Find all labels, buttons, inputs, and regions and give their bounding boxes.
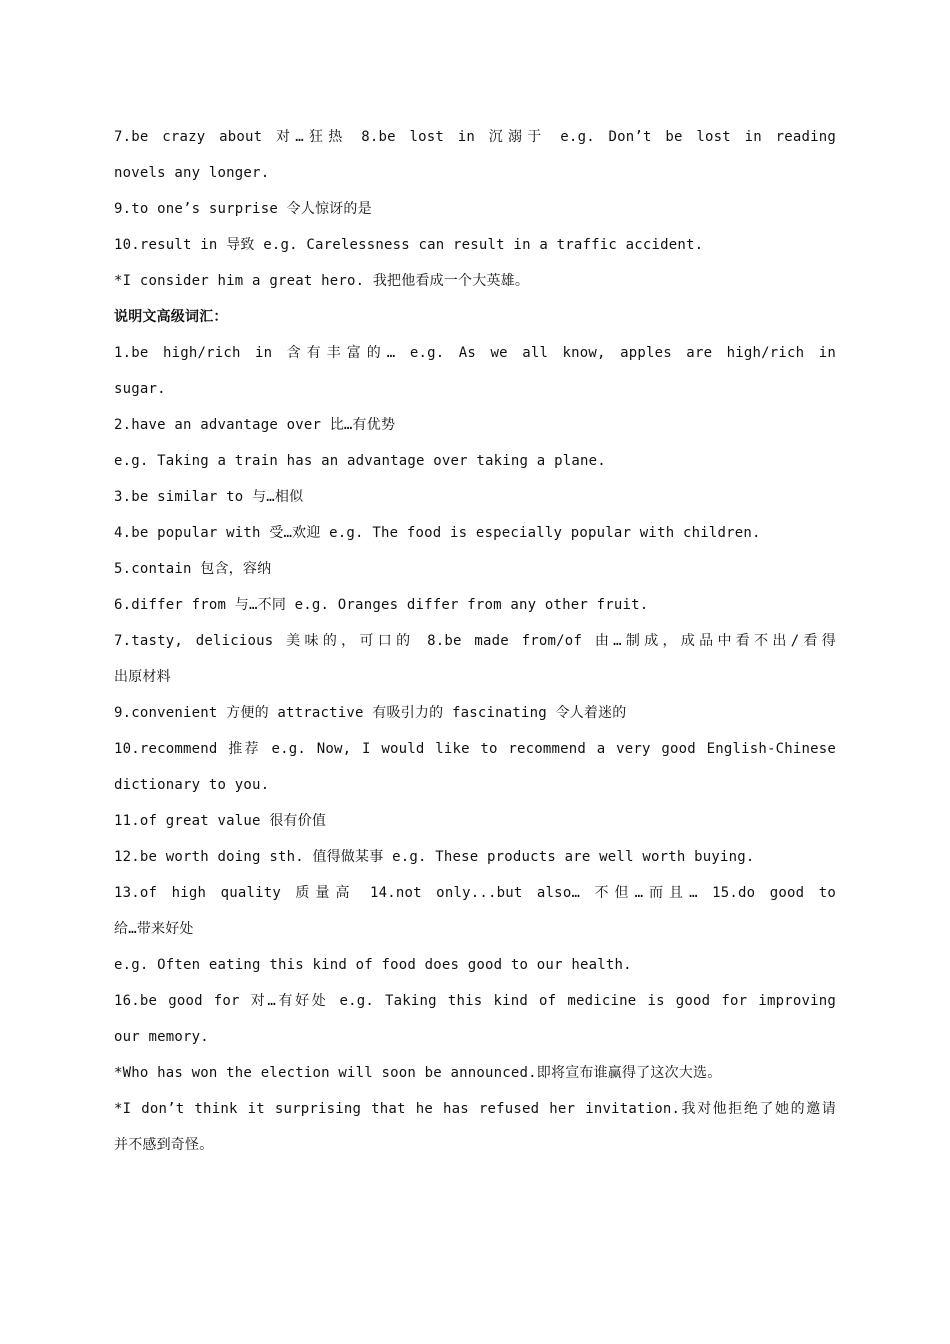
text-line: novels any longer. <box>114 165 270 181</box>
text-line: *I consider him a great hero. 我把他看成一个大英雄。 <box>114 273 530 289</box>
text-line: *Who has won the election will soon be announced.即将宣布谁赢得了这次大选。 <box>114 1065 722 1081</box>
text-line: 出原材料 <box>114 669 171 685</box>
text-line: 3.be similar to 与…相似 <box>114 489 304 505</box>
section-heading: 说明文高级词汇： <box>114 309 228 325</box>
text-line: sugar. <box>114 381 166 397</box>
text-line: 9.convenient 方便的 attractive 有吸引力的 fascinating 令人着迷的 <box>114 705 627 721</box>
text-line: 6.differ from 与…不同 e.g. Oranges differ from any other fruit. <box>114 597 649 613</box>
text-line: e.g. Taking a train has an advantage over taking a plane. <box>114 453 606 469</box>
text-line: 并不感到奇怪。 <box>114 1137 214 1153</box>
text-line: 1.be high/rich in 含有丰富的… e.g. As we all know, apples are high/rich in <box>114 345 836 361</box>
text-line: 9.to one’s surprise 令人惊讶的是 <box>114 201 372 217</box>
text-line: 12.be worth doing sth. 值得做某事 e.g. These products are well worth buying. <box>114 849 755 865</box>
text-line: 16.be good for 对…有好处 e.g. Taking this kind of medicine is good for improving <box>114 993 836 1009</box>
text-line: *I don’t think it surprising that he has refused her invitation.我对他拒绝了她的邀请 <box>114 1101 836 1117</box>
text-line: 4.be popular with 受…欢迎 e.g. The food is especially popular with children. <box>114 525 761 541</box>
text-line: dictionary to you. <box>114 777 270 793</box>
text-line: 11.of great value 很有价值 <box>114 813 327 829</box>
text-line: 2.have an advantage over 比…有优势 <box>114 417 396 433</box>
text-line: 给…带来好处 <box>114 921 194 937</box>
text-line: 7.be crazy about 对…狂热 8.be lost in 沉溺于 e.g. Don’t be lost in reading <box>114 129 836 145</box>
text-line: 10.recommend 推荐 e.g. Now, I would like to recommend a very good English-Chinese <box>114 741 836 757</box>
text-line: 13.of high quality 质量高 14.not only...but also… 不但…而且… 15.do good to <box>114 885 836 901</box>
text-line: 7.tasty, delicious 美味的，可口的 8.be made from/of 由…制成，成品中看不出/看得 <box>114 633 836 649</box>
text-line: 10.result in 导致 e.g. Carelessness can result in a traffic accident. <box>114 237 704 253</box>
text-line: our memory. <box>114 1029 209 1045</box>
document-body <box>114 119 836 1163</box>
text-line: e.g. Often eating this kind of food does good to our health. <box>114 957 632 973</box>
text-line: 5.contain 包含，容纳 <box>114 561 272 577</box>
